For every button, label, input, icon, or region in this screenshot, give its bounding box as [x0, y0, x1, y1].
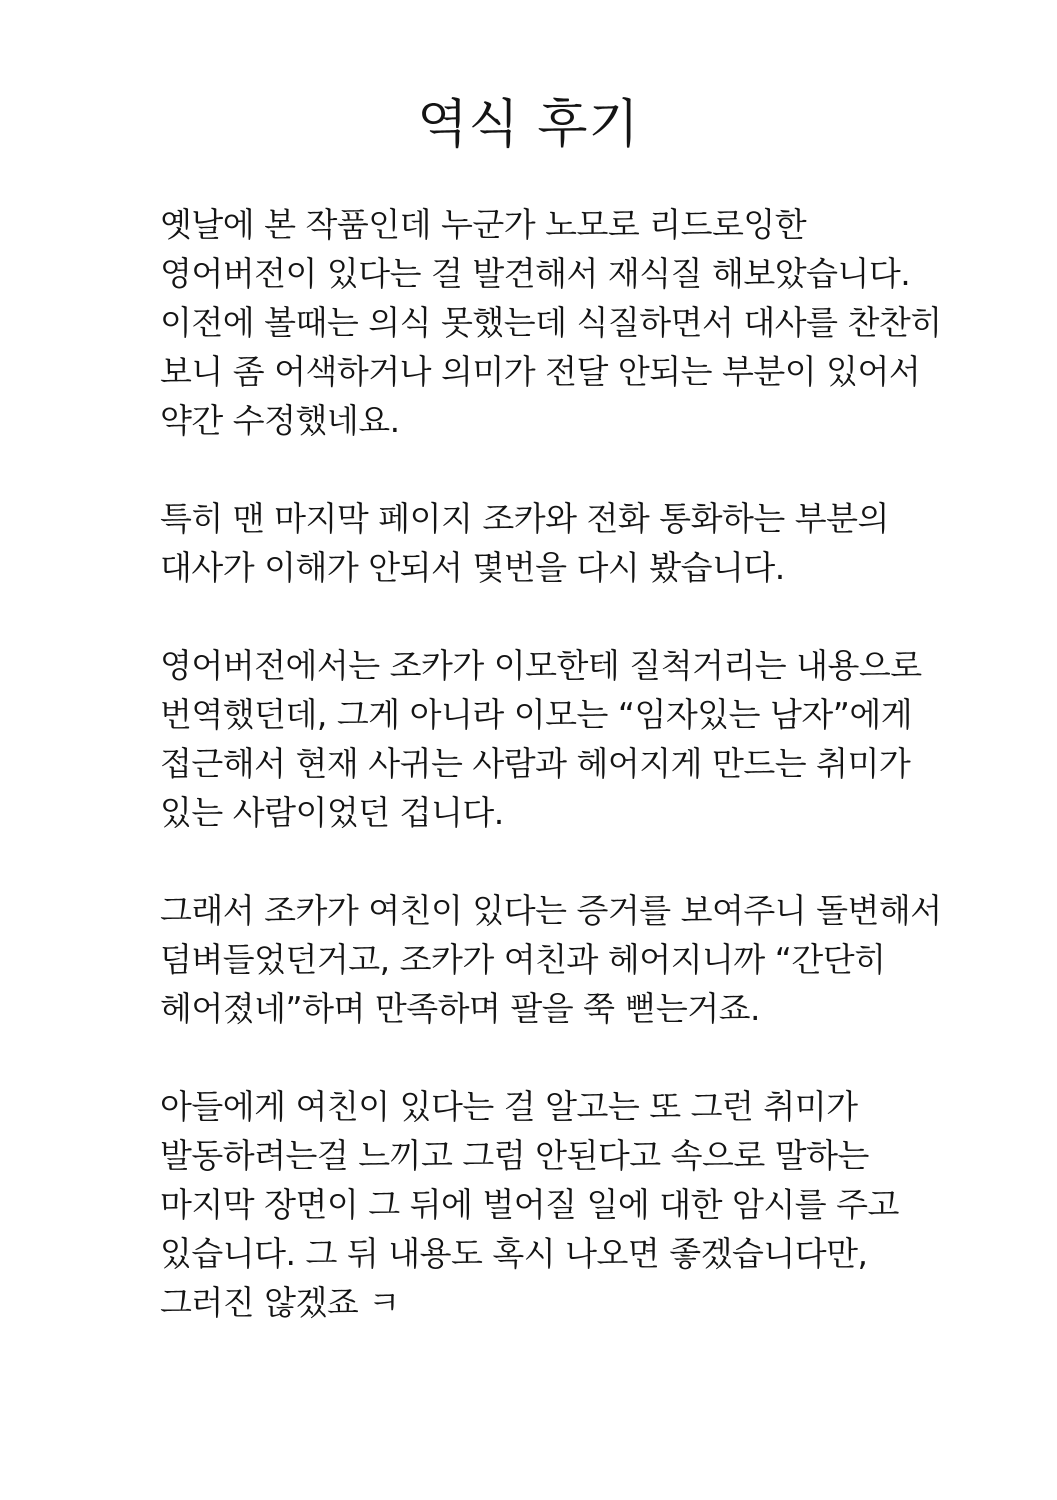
text-line: 덤벼들었던거고, 조카가 여친과 헤어지니까 “간단히	[160, 940, 886, 979]
paragraph-2	[160, 494, 940, 592]
text-line: 마지막 장면이 그 뒤에 벌어질 일에 대한 암시를 주고	[160, 1185, 899, 1224]
text-line: 영어버전에서는 조카가 이모한테 질척거리는 내용으로	[160, 646, 922, 685]
text-line: 있는 사람이었던 겁니다.	[160, 793, 504, 832]
note-body	[160, 200, 940, 1376]
paragraph-4	[160, 886, 940, 1033]
text-line: 약간 수정했네요.	[160, 401, 400, 440]
paragraph-1	[160, 200, 940, 445]
text-line: 있습니다. 그 뒤 내용도 혹시 나오면 좋겠습니다만,	[160, 1234, 868, 1273]
text-line: 이전에 볼때는 의식 못했는데 식질하면서 대사를 찬찬히	[160, 303, 942, 342]
text-line: 그러진 않겠죠 ㅋ	[160, 1283, 400, 1322]
text-line: 그래서 조카가 여친이 있다는 증거를 보여주니 돌변해서	[160, 891, 942, 930]
text-line: 헤어졌네”하며 만족하며 팔을 쭉 뻗는거죠.	[160, 989, 760, 1028]
text-line: 접근해서 현재 사귀는 사람과 헤어지게 만드는 취미가	[160, 744, 911, 783]
text-line: 번역했던데, 그게 아니라 이모는 “임자있는 남자”에게	[160, 695, 913, 734]
paragraph-5	[160, 1082, 940, 1327]
text-line: 발동하려는걸 느끼고 그럼 안된다고 속으로 말하는	[160, 1136, 869, 1175]
paragraph-3	[160, 641, 940, 837]
text-line: 영어버전이 있다는 걸 발견해서 재식질 해보았습니다.	[160, 254, 911, 293]
text-line: 특히 맨 마지막 페이지 조카와 전화 통화하는 부분의	[160, 499, 889, 538]
text-line: 대사가 이해가 안되서 몇번을 다시 봤습니다.	[160, 548, 785, 587]
page-title: 역식 후기	[417, 95, 640, 155]
text-line: 아들에게 여친이 있다는 걸 알고는 또 그런 취미가	[160, 1087, 858, 1126]
text-line: 보니 좀 어색하거나 의미가 전달 안되는 부분이 있어서	[160, 352, 921, 391]
text-line: 옛날에 본 작품인데 누군가 노모로 리드로잉한	[160, 205, 807, 244]
